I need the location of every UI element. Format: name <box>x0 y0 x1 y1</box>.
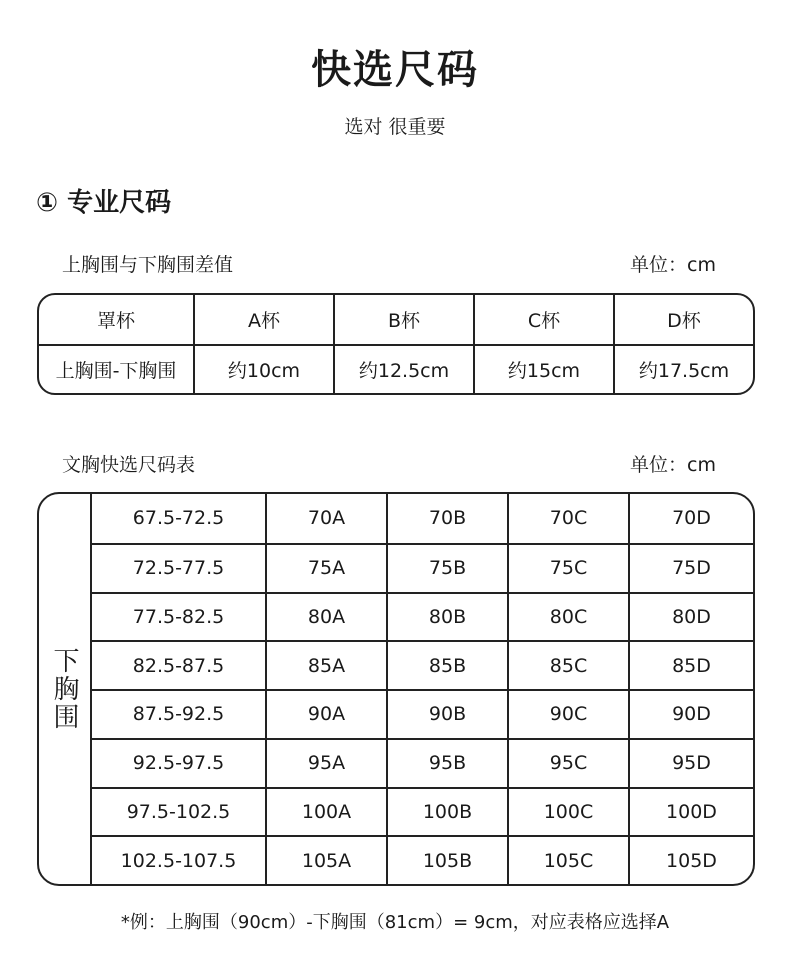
underbust-range-cell: 92.5-97.5 <box>92 738 265 787</box>
size-cell: 75B <box>386 543 507 592</box>
table2-unit: 单位：cm <box>630 454 716 476</box>
size-cell: 70A <box>265 494 386 543</box>
size-cell: 95C <box>507 738 628 787</box>
size-chart-table <box>37 492 755 886</box>
size-cell: 85C <box>507 640 628 689</box>
size-cell: 100D <box>628 787 753 836</box>
table-cell: 约10cm <box>193 344 333 393</box>
underbust-range-cell: 82.5-87.5 <box>92 640 265 689</box>
size-cell: 70C <box>507 494 628 543</box>
size-cell: 105A <box>265 835 386 884</box>
size-cell: 105D <box>628 835 753 884</box>
table-cell: D杯 <box>613 295 753 344</box>
side-header-label: 下胸围 <box>49 647 79 731</box>
size-cell: 90A <box>265 689 386 738</box>
size-cell: 85D <box>628 640 753 689</box>
size-cell: 90C <box>507 689 628 738</box>
size-cell: 75D <box>628 543 753 592</box>
size-cell: 95B <box>386 738 507 787</box>
side-header <box>39 494 92 884</box>
footnote: *例：上胸围（90cm）-下胸围（81cm）= 9cm，对应表格应选择A <box>120 912 670 933</box>
underbust-range-cell: 97.5-102.5 <box>92 787 265 836</box>
table1-label: 上胸围与下胸围差值 <box>62 254 234 276</box>
table-cell: A杯 <box>193 295 333 344</box>
table2-label: 文胸快选尺码表 <box>62 454 196 476</box>
table-cell: 罩杯 <box>96 310 135 332</box>
size-cell: 95A <box>265 738 386 787</box>
size-cell: 80B <box>386 592 507 641</box>
size-cell: 90B <box>386 689 507 738</box>
size-cell: 75A <box>265 543 386 592</box>
page-title: 快选尺码 <box>311 47 479 93</box>
underbust-range-cell: 87.5-92.5 <box>92 689 265 738</box>
size-cell: 80A <box>265 592 386 641</box>
underbust-range-cell: 67.5-72.5 <box>132 507 225 530</box>
size-cell: 105C <box>507 835 628 884</box>
size-cell: 100C <box>507 787 628 836</box>
size-cell: 70D <box>628 494 753 543</box>
size-cell: 75C <box>507 543 628 592</box>
underbust-range-cell: 72.5-77.5 <box>92 543 265 592</box>
size-cell: 100B <box>386 787 507 836</box>
table-cell: B杯 <box>333 295 473 344</box>
table-cell: 约12.5cm <box>333 344 473 393</box>
table-cell: 约15cm <box>473 344 613 393</box>
size-cell: 70B <box>386 494 507 543</box>
underbust-range-cell: 77.5-82.5 <box>92 592 265 641</box>
table-cell: 约17.5cm <box>613 344 753 393</box>
page-subtitle: 选对 很重要 <box>344 116 446 138</box>
size-cell: 85B <box>386 640 507 689</box>
table-cell: 上胸围-下胸围 <box>39 344 193 393</box>
size-cell: 95D <box>628 738 753 787</box>
size-cell: 100A <box>265 787 386 836</box>
section-title: ① 专业尺码 <box>36 188 172 218</box>
cup-difference-table <box>37 293 755 395</box>
size-cell: 80D <box>628 592 753 641</box>
table-cell: C杯 <box>473 295 613 344</box>
size-cell: 90D <box>628 689 753 738</box>
underbust-range-cell: 102.5-107.5 <box>92 835 265 884</box>
table1-unit: 单位：cm <box>630 254 716 276</box>
size-cell: 85A <box>265 640 386 689</box>
size-cell: 105B <box>386 835 507 884</box>
size-cell: 80C <box>507 592 628 641</box>
